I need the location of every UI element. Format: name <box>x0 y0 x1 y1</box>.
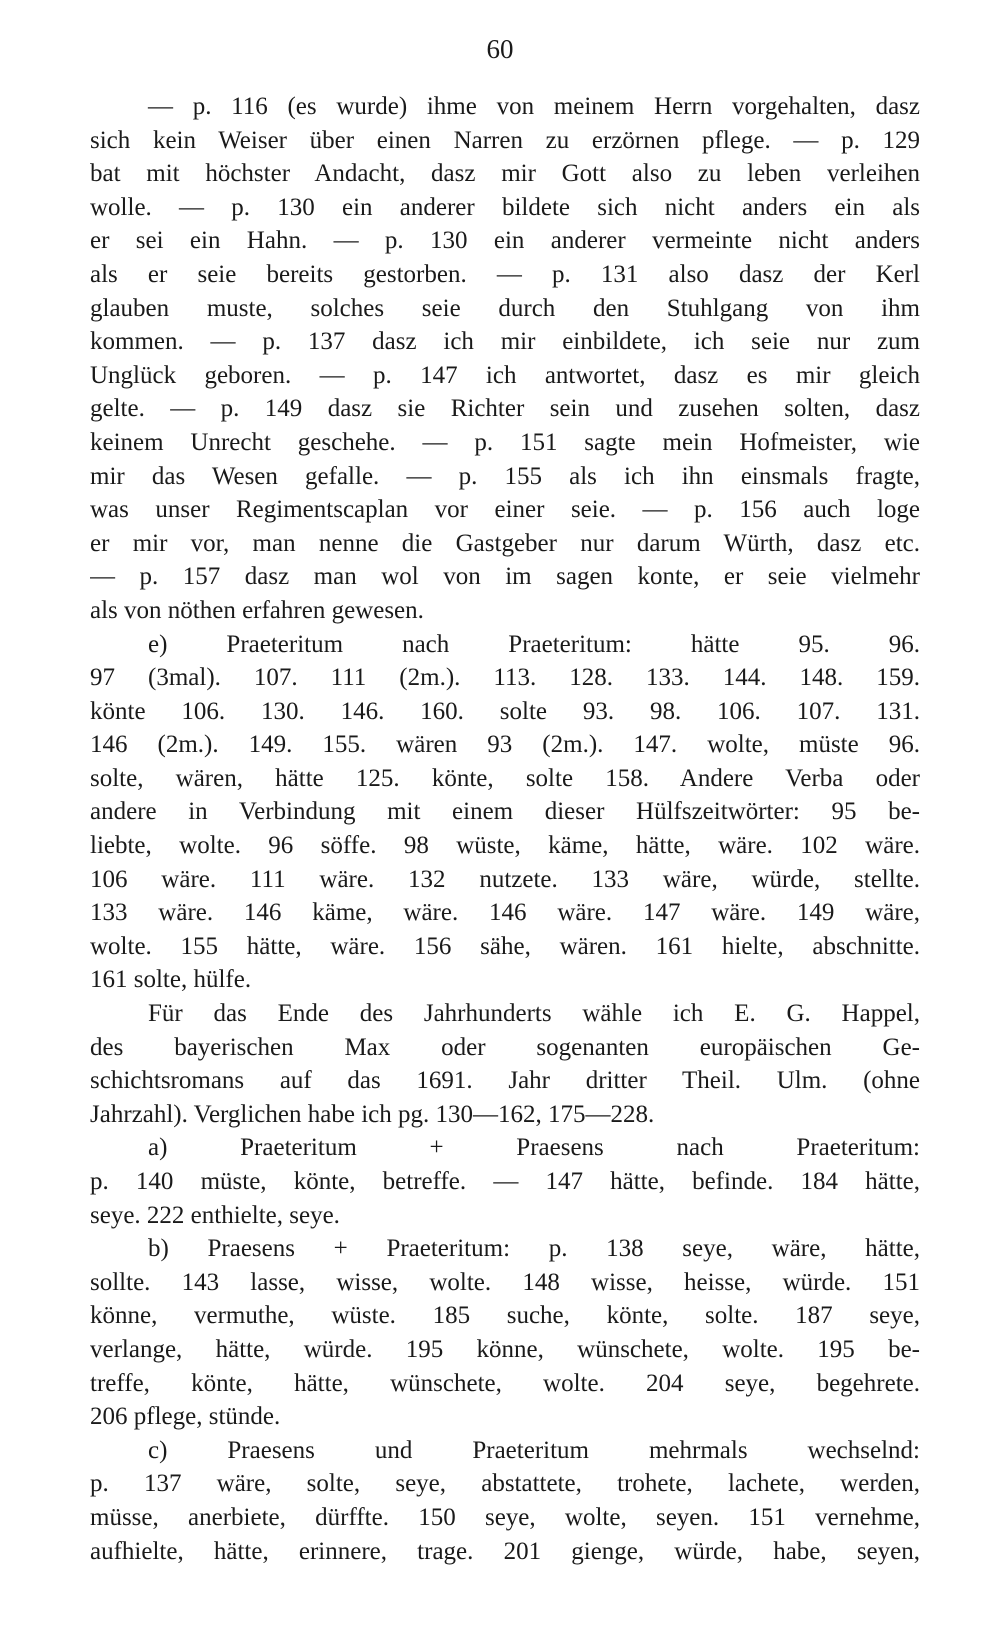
text-line: 97 (3mal). 107. 111 (2m.). 113. 128. 133. 144. 148. 159. <box>90 664 920 692</box>
text-line: Für das Ende des Jahrhunderts wähle ich E. G. Happel, <box>148 1000 920 1028</box>
text-line: b) Praesens + Praeteritum: p. 138 seye, wäre, hätte, <box>148 1235 920 1263</box>
text-line: müsse, anerbiete, dürffte. 150 seye, wolte, seyen. 151 vernehme, <box>90 1503 920 1531</box>
text-line: treffe, könte, hätte, wünschete, wolte. 204 seye, begehrete. <box>90 1369 920 1397</box>
text-line: könne, vermuthe, wüste. 185 suche, könte, solte. 187 seye, <box>90 1302 920 1330</box>
text-line: solte, wären, hätte 125. könte, solte 158. Andere Verba oder <box>90 764 920 792</box>
text-line: e) Praeteritum nach Praeteritum: hätte 95. 96. <box>148 630 920 658</box>
text-line: keinem Unrecht geschehe. — p. 151 sagte mein Hofmeister, wie <box>90 428 920 456</box>
body-text <box>90 90 920 1568</box>
text-line: mir das Wesen gefalle. — p. 155 als ich ihn einsmals fragte, <box>90 462 920 490</box>
text-line: liebte, wolte. 96 söffe. 98 wüste, käme, hätte, wäre. 102 wäre. <box>90 832 920 860</box>
text-line: glauben muste, solches seie durch den Stuhlgang von ihm <box>90 294 920 322</box>
text-line: 133 wäre. 146 käme, wäre. 146 wäre. 147 wäre. 149 wäre, <box>90 899 920 927</box>
text-line: des bayerischen Max oder sogenanten europäischen Ge- <box>90 1033 920 1061</box>
text-line: Jahrzahl). Verglichen habe ich pg. 130—162, 175—228. <box>90 1100 655 1128</box>
text-line: sollte. 143 lasse, wisse, wolte. 148 wisse, heisse, würde. 151 <box>90 1268 920 1296</box>
text-line: sich kein Weiser über einen Narren zu erzörnen pflege. — p. 129 <box>90 126 920 154</box>
text-line: verlange, hätte, würde. 195 könne, wünschete, wolte. 195 be- <box>90 1335 920 1363</box>
text-line: Unglück geboren. — p. 147 ich antwortet, dasz es mir gleich <box>90 361 920 389</box>
text-line: könte 106. 130. 146. 160. solte 93. 98. 106. 107. 131. <box>90 697 920 725</box>
text-line: 161 solte, hülfe. <box>90 966 252 994</box>
text-line: 146 (2m.). 149. 155. wären 93 (2m.). 147. wolte, müste 96. <box>90 731 920 759</box>
text-line: c) Praesens und Praeteritum mehrmals wechselnd: <box>148 1436 920 1464</box>
text-line: er mir vor, man nenne die Gastgeber nur darum Würth, dasz etc. <box>90 529 920 557</box>
text-line: — p. 157 dasz man wol von im sagen konte, er seie vielmehr <box>90 563 920 591</box>
text-line: andere in Verbindung mit einem dieser Hülfszeitwörter: 95 be- <box>90 798 920 826</box>
text-line: seye. 222 enthielte, seye. <box>90 1201 340 1229</box>
text-line: gelte. — p. 149 dasz sie Richter sein und zusehen solten, dasz <box>90 395 920 423</box>
page-number: 60 <box>486 34 514 64</box>
text-line: p. 137 wäre, solte, seye, abstattete, trohete, lachete, werden, <box>90 1470 920 1498</box>
text-line: 206 pflege, stünde. <box>90 1403 281 1431</box>
text-line: als er seie bereits gestorben. — p. 131 also dasz der Kerl <box>90 260 920 288</box>
text-line: was unser Regimentscaplan vor einer seie. — p. 156 auch loge <box>90 496 920 524</box>
text-line: p. 140 müste, könte, betreffe. — 147 hätte, befinde. 184 hätte, <box>90 1168 920 1195</box>
text-line: als von nöthen erfahren gewesen. <box>90 596 424 624</box>
text-line: schichtsromans auf das 1691. Jahr dritter Theil. Ulm. (ohne <box>90 1067 920 1095</box>
text-line: — p. 116 (es wurde) ihme von meinem Herrn vorgehalten, dasz <box>148 93 920 120</box>
text-line: bat mit höchster Andacht, dasz mir Gott also zu leben verleihen <box>90 160 920 188</box>
text-line: kommen. — p. 137 dasz ich mir einbildete, ich seie nur zum <box>90 328 920 356</box>
text-line: wolle. — p. 130 ein anderer bildete sich nicht anders ein als <box>90 193 920 221</box>
text-line: er sei ein Hahn. — p. 130 ein anderer vermeinte nicht anders <box>90 227 920 255</box>
text-line: 106 wäre. 111 wäre. 132 nutzete. 133 wäre, würde, stellte. <box>90 865 920 893</box>
text-line: a) Praeteritum + Praesens nach Praeteritum: <box>148 1134 920 1162</box>
text-line: aufhielte, hätte, erinnere, trage. 201 gienge, würde, habe, seyen, <box>90 1537 920 1565</box>
text-line: wolte. 155 hätte, wäre. 156 sähe, wären. 161 hielte, abschnitte. <box>90 932 920 960</box>
